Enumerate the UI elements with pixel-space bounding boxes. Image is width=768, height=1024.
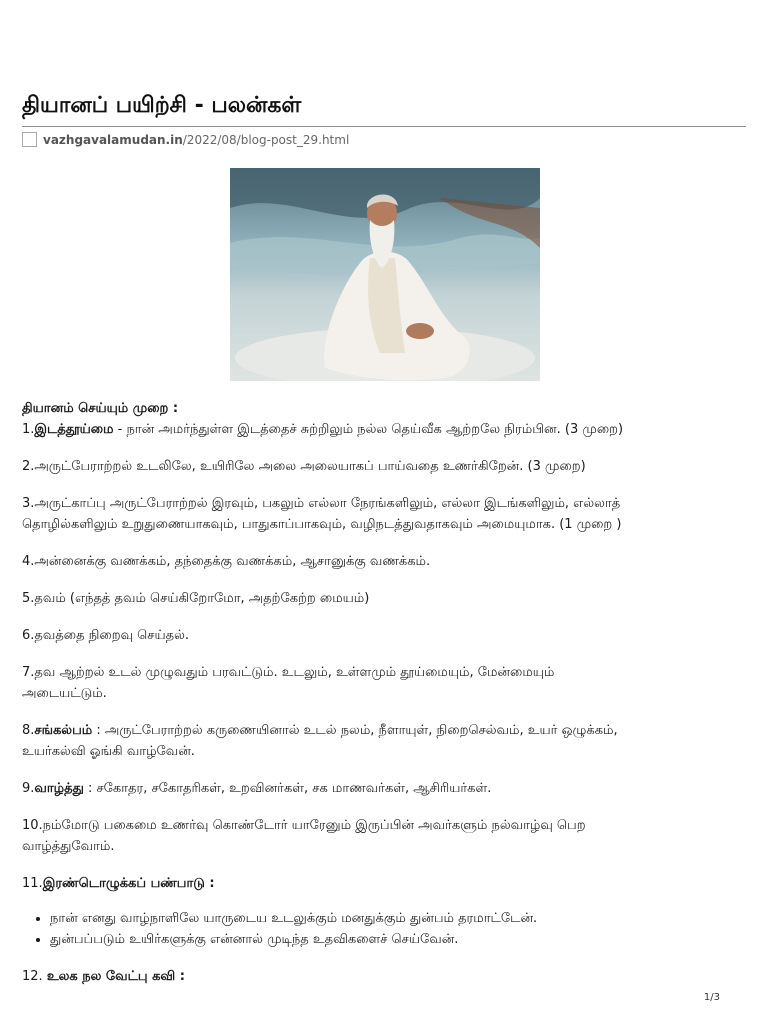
title-divider (22, 126, 746, 127)
main-content (22, 398, 752, 987)
bullet-list (22, 908, 752, 950)
step-4: 4.அன்னைக்கு வணக்கம், தந்தைக்கு வணக்கம், ஆசானுக்கு வணக்கம். (22, 554, 431, 569)
step-12-key: உலக நல வேட்பு கவி : (46, 969, 185, 984)
page-number: 1/3 (703, 992, 720, 1003)
source-domain: vazhgavalamudan.in (43, 132, 183, 147)
step-10-line-2: வாழ்த்துவோம். (22, 839, 115, 854)
step-6: 6.தவத்தை நிறைவு செய்தல். (22, 628, 190, 643)
step-7-line-1: 7.தவ ஆற்றல் உடல் முழுவதும் பரவட்டும். உடலும், உள்ளமும் தூய்மையும், மேன்மையும் (22, 665, 555, 680)
step-11-key: இரண்டொழுக்கப் பண்பாடு : (42, 876, 215, 891)
step-5: 5.தவம் (எந்தத் தவம் செய்கிறோமோ, அதற்கேற்ற மையம்) (22, 591, 370, 606)
source-path: /2022/08/blog-post_29.html (182, 132, 350, 147)
step-3-line-2: தொழில்களிலும் உறுதுணையாகவும், பாதுகாப்பாகவும், வழிநடத்துவதாகவும் அமையுமாக. (1 முறை ) (22, 517, 622, 532)
step-12 (22, 966, 752, 987)
step-8-key: சங்கல்பம் (34, 723, 93, 738)
section-heading: தியானம் செய்யும் முறை : (22, 401, 179, 416)
source-link[interactable] (22, 132, 349, 147)
step-8-line-1 (22, 720, 752, 741)
step-9 (22, 778, 752, 799)
step-11-number: 11. (22, 876, 43, 891)
step-11 (22, 873, 752, 894)
step-10-line-1: 10.நம்மோடு பகைமை உணர்வு கொண்டோர் யாரேனும் இருப்பின் அவர்களும் நல்வாழ்வு பெற (22, 818, 586, 833)
step-2: 2.அருட்பேராற்றல் உடலிலே, உயிரிலே அலை அலையாகப் பாய்வதை உணர்கிறேன். (3 முறை) (22, 459, 586, 474)
checkbox-icon (22, 132, 37, 147)
step-12-number: 12. (22, 969, 47, 984)
step-9-number: 9. (22, 781, 35, 796)
step-9-text: : சகோதர, சகோதரிகள், உறவினர்கள், சக மாணவர்கள், ஆசிரியர்கள். (83, 781, 492, 796)
meditation-photo (230, 168, 540, 381)
list-item: • துன்பப்படும் உயிர்களுக்கு என்னால் முடிந்த உதவிகளைச் செய்வேன். (50, 929, 752, 950)
step-8-text: : அருட்பேராற்றல் கருணையினால் உடல் நலம், நீளாயுள், நிறைசெல்வம், உயர் ஒழுக்கம், (92, 723, 618, 738)
step-8-line-2: உயர்கல்வி ஓங்கி வாழ்வேன். (22, 744, 195, 759)
list-item: • நான் எனது வாழ்நாளிலே யாருடைய உடலுக்கும் மனதுக்கும் துன்பம் தரமாட்டேன். (50, 908, 752, 929)
step-3-line-1: 3.அருட்காப்பு அருட்பேராற்றல் இரவும், பகலும் எல்லா நேரங்களிலும், எல்லா இடங்களிலும், எல்லாத் (22, 496, 621, 511)
page-title: தியானப் பயிற்சி - பலன்கள் (22, 93, 302, 118)
step-1-number: 1. (22, 422, 35, 437)
step-1-text: - நான் அமர்ந்துள்ள இடத்தைச் சுற்றிலும் நல்ல தெய்வீக ஆற்றலே நிரம்பின. (3 முறை) (113, 422, 624, 437)
step-7-line-2: அடையட்டும். (22, 686, 107, 701)
step-1 (22, 419, 752, 440)
step-9-key: வாழ்த்து (34, 781, 84, 796)
step-1-key: இடத்தூய்மை (34, 422, 114, 437)
step-8-number: 8. (22, 723, 35, 738)
